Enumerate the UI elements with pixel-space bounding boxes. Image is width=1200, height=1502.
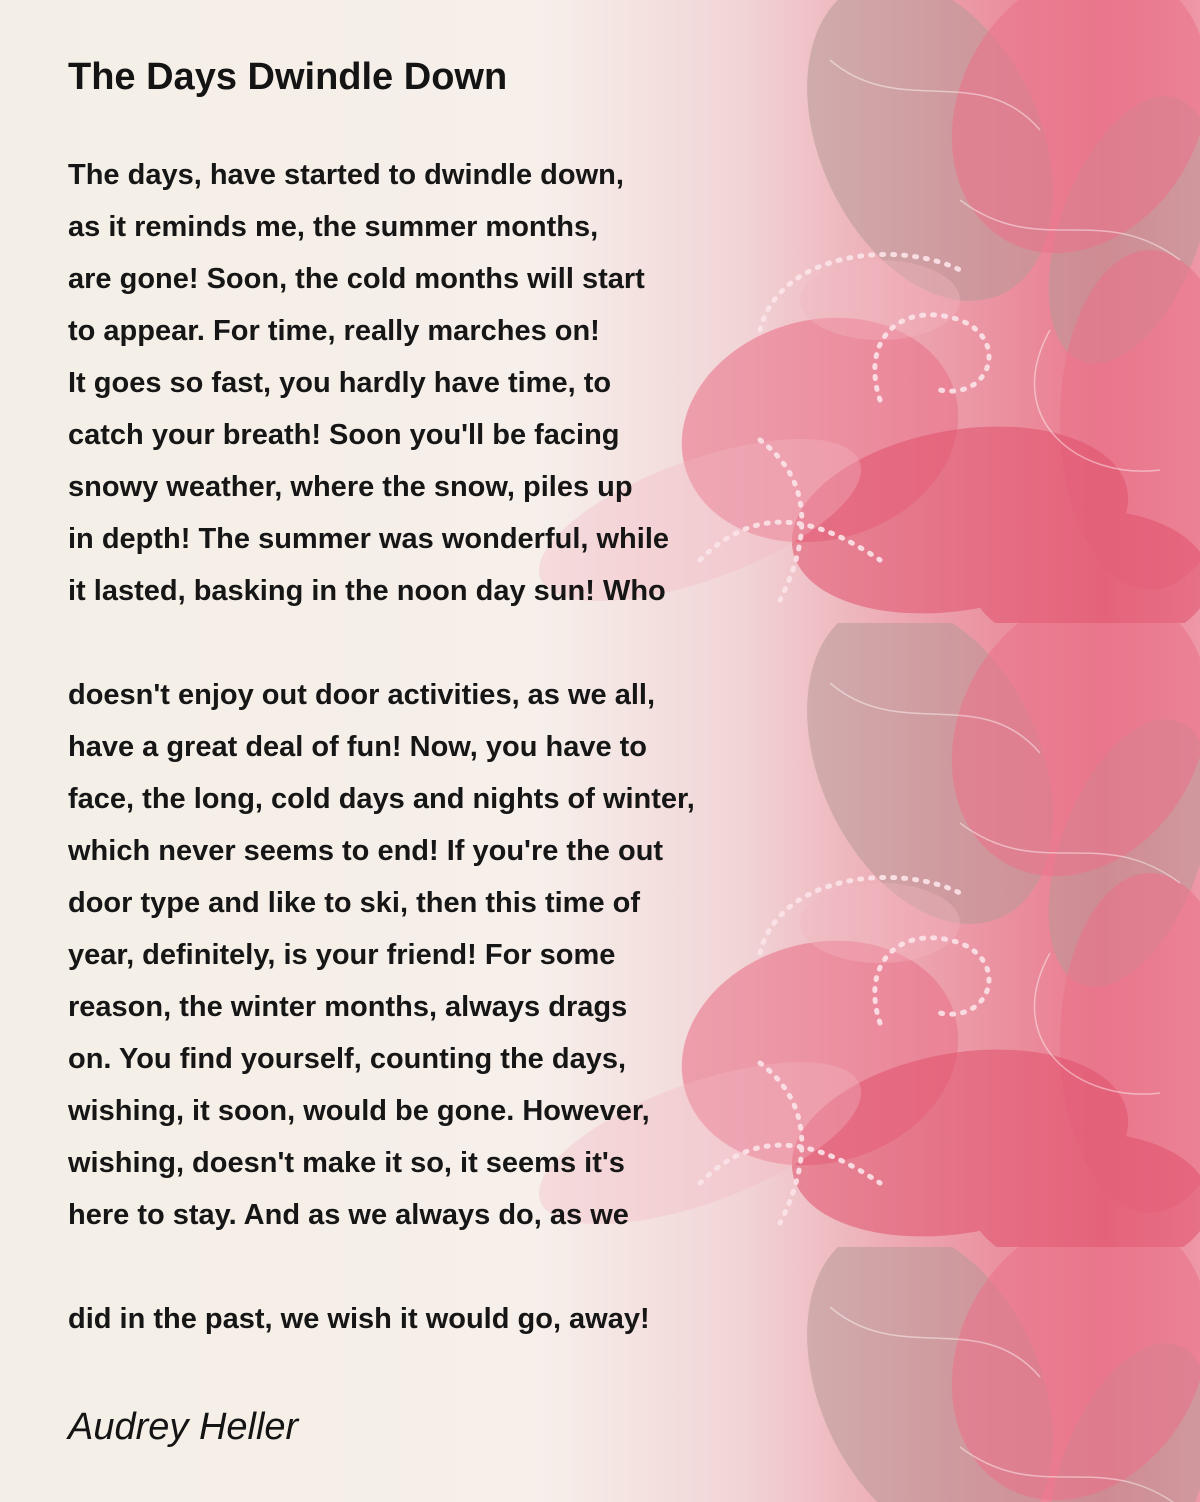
poem-line: did in the past, we wish it would go, away! xyxy=(68,1303,650,1335)
poem-line: on. You find yourself, counting the days, xyxy=(68,1043,627,1075)
poem-line: wishing, doesn't make it so, it seems it's xyxy=(68,1147,625,1179)
stanza xyxy=(68,669,695,1241)
poem-line: are gone! Soon, the cold months will start xyxy=(68,263,645,295)
poem-line: wishing, it soon, would be gone. However, xyxy=(68,1095,650,1127)
poem-author: Audrey Heller xyxy=(68,1406,299,1448)
poem-line: it lasted, basking in the noon day sun! Who xyxy=(68,575,666,607)
poem-line: have a great deal of fun! Now, you have to xyxy=(68,731,648,763)
poem-line: door type and like to ski, then this time of xyxy=(68,887,641,919)
poem-line: as it reminds me, the summer months, xyxy=(68,211,599,243)
stanza xyxy=(68,149,669,617)
poem-line: reason, the winter months, always drags xyxy=(68,991,628,1023)
poem-line: here to stay. And as we always do, as we xyxy=(68,1199,629,1231)
stanza xyxy=(68,1293,650,1345)
poem-line: It goes so fast, you hardly have time, to xyxy=(68,367,612,399)
poem-line: in depth! The summer was wonderful, while xyxy=(68,523,670,555)
poem-line: which never seems to end! If you're the out xyxy=(68,835,664,867)
poem-line: The days, have started to dwindle down, xyxy=(68,159,624,191)
poem-line: face, the long, cold days and nights of winter, xyxy=(68,783,695,815)
poem-line: catch your breath! Soon you'll be facing xyxy=(68,419,620,451)
poem-line: doesn't enjoy out door activities, as we all, xyxy=(68,679,656,711)
poem-title: The Days Dwindle Down xyxy=(68,56,508,98)
poem-line: snowy weather, where the snow, piles up xyxy=(68,471,633,503)
poem-line: to appear. For time, really marches on! xyxy=(68,315,600,347)
poem-line: year, definitely, is your friend! For some xyxy=(68,939,616,971)
